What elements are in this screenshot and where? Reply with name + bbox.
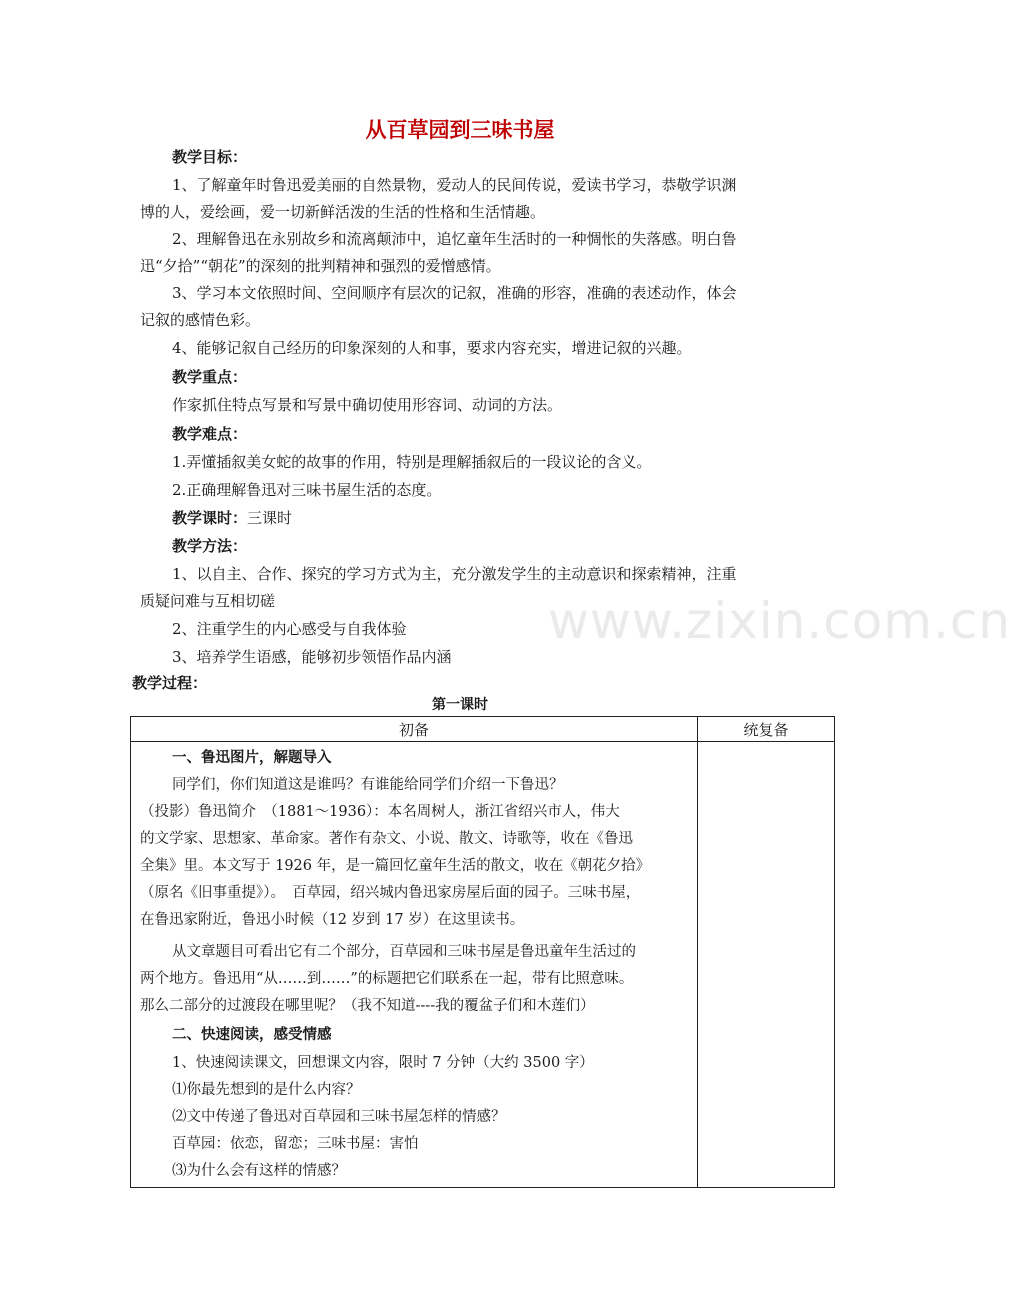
lesson-title: 第一课时 (432, 697, 488, 713)
content-line: 的文学家、思想家、革命家。著作有杂文、小说、散文、诗歌等，收在《鲁迅 (140, 831, 633, 847)
objective-line: 3、学习本文依照时间、空间顺序有层次的记叙，准确的形容，准确的表述动作，体会 (172, 284, 737, 302)
hours-value: 三课时 (247, 509, 293, 527)
content-line: 在鲁迅家附近，鲁迅小时候（12 岁到 17 岁）在这里读书。 (140, 912, 525, 928)
method-line: 3、培养学生语感，能够初步领悟作品内涵 (172, 648, 452, 666)
difficulties-heading: 教学难点： (172, 425, 248, 443)
methods-heading: 教学方法： (172, 537, 248, 555)
content-line: 同学们，你们知道这是谁吗？有谁能给同学们介绍一下鲁迅？ (172, 777, 564, 793)
content-line: 从文章题目可看出它有二个部分，百草园和三味书屋是鲁迅童年生活过的 (172, 944, 636, 960)
section-heading: 一、鲁迅图片，解题导入 (172, 750, 332, 766)
content-line: 1、快速阅读课文，回想课文内容，限时 7 分钟（大约 3500 字） (172, 1055, 594, 1071)
objective-line: 博的人，爱绘画，爱一切新鲜活泼的生活的性格和生活情趣。 (140, 203, 546, 221)
method-line: 2、注重学生的内心感受与自我体验 (172, 620, 407, 638)
content-line: 百草园：依恋，留恋；三味书屋：害怕 (172, 1136, 419, 1152)
objective-line: 4、能够记叙自己经历的印象深刻的人和事，要求内容充实，增进记叙的兴趣。 (172, 339, 692, 357)
keypoints-heading: 教学重点： (172, 368, 248, 386)
method-line: 1、以自主、合作、探究的学习方式为主，充分激发学生的主动意识和探索精神，注重 (172, 565, 737, 583)
column-header-initial-prep: 初备 (131, 717, 698, 742)
objective-line: 迅“夕拾”“朝花”的深刻的批判精神和强烈的爱憎感情。 (140, 257, 501, 275)
watermark: www.zixin.com.cn (548, 592, 1011, 650)
review-prep-cell (698, 742, 835, 1188)
content-line: 两个地方。鲁迅用“从……到……”的标题把它们联系在一起，带有比照意味。 (140, 971, 634, 987)
hours-heading: 教学课时： (172, 509, 248, 527)
objective-line: 1、了解童年时鲁迅爱美丽的自然景物，爱动人的民间传说，爱读书学习，恭敬学识渊 (172, 176, 737, 194)
objective-line: 2、理解鲁迅在永别故乡和流离颠沛中，追忆童年生活时的一种惆怅的失落感。明白鲁 (172, 230, 737, 248)
hours-row (172, 508, 292, 528)
content-line: 那么二部分的过渡段在哪里呢？（我不知道----我的覆盆子们和木莲们） (140, 998, 595, 1014)
content-line: 全集》里。本文写于 1926 年，是一篇回忆童年生活的散文，收在《朝花夕拾》 (140, 858, 651, 874)
objective-line: 记叙的感情色彩。 (140, 311, 261, 329)
difficulty-line: 1.弄懂插叙美女蛇的故事的作用，特别是理解插叙后的一段议论的含义。 (172, 453, 652, 471)
process-heading: 教学过程： (132, 674, 208, 692)
content-line: ⑶为什么会有这样的情感？ (172, 1163, 346, 1179)
content-line: ⑵文中传递了鲁迅对百草园和三味书屋怎样的情感？ (172, 1109, 506, 1125)
method-line: 质疑问难与互相切磋 (140, 592, 276, 610)
keypoints-text: 作家抓住特点写景和写景中确切使用形容词、动词的方法。 (172, 396, 563, 414)
section-heading: 二、快速阅读，感受情感 (172, 1027, 332, 1043)
content-line: （原名《旧事重提》）。 百草园，绍兴城内鲁迅家房屋后面的园子。三味书屋， (140, 885, 641, 901)
difficulty-line: 2.正确理解鲁迅对三味书屋生活的态度。 (172, 481, 442, 499)
table-header-row (131, 717, 835, 742)
document-title: 从百草园到三味书屋 (365, 118, 555, 142)
content-line: （投影）鲁迅简介 （1881～1936）：本名周树人，浙江省绍兴市人，伟大 (140, 804, 620, 820)
objectives-heading: 教学目标： (172, 148, 248, 166)
column-header-review-prep: 统复备 (698, 717, 835, 742)
content-line: ⑴你最先想到的是什么内容？ (172, 1082, 361, 1098)
